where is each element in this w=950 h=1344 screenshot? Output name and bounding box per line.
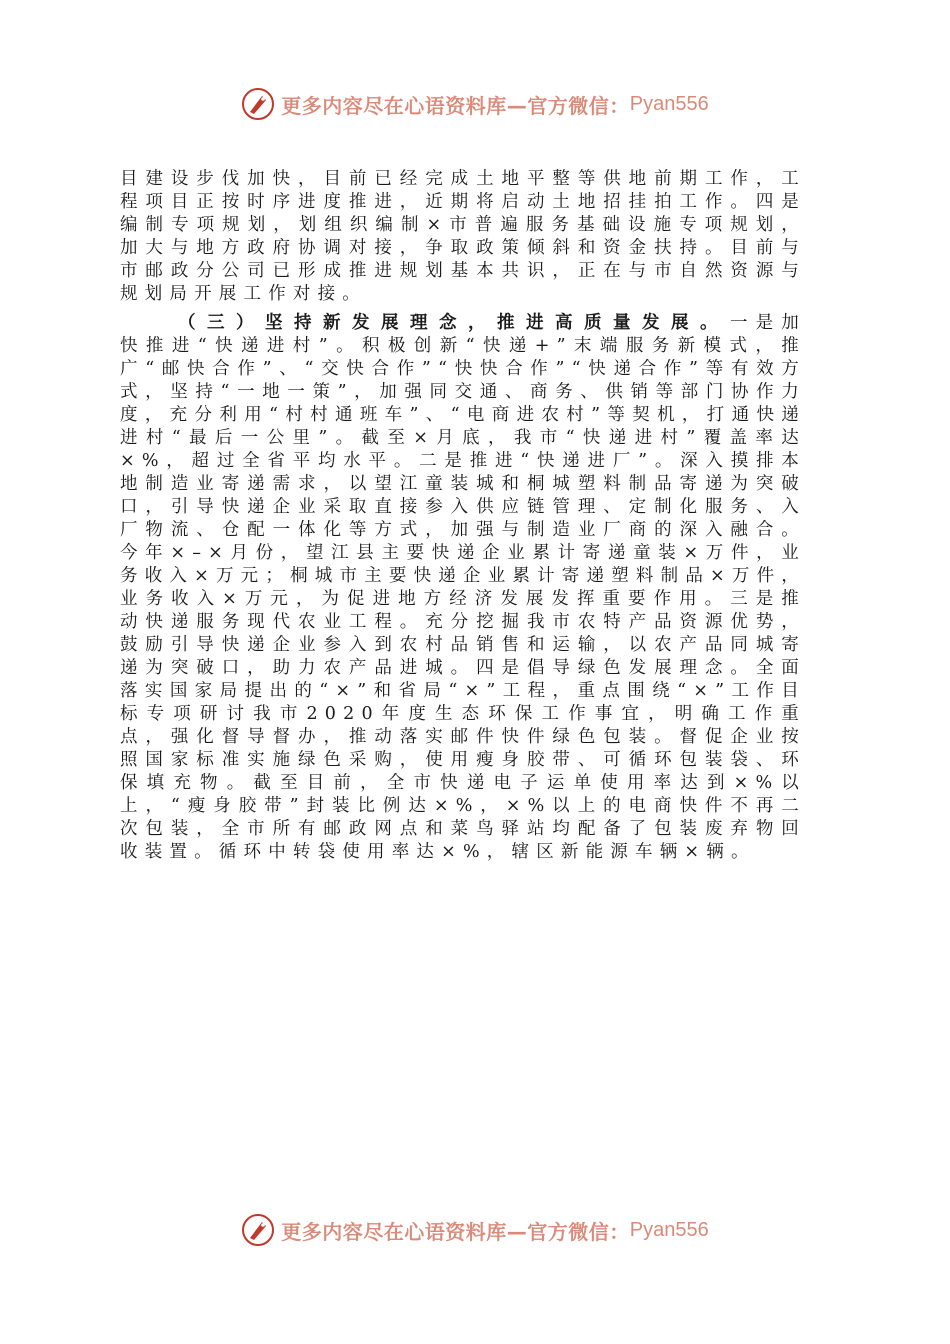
paragraph-1: 目建设步伐加快，目前已经完成土地平整等供地前期工作，工程项目正按时序进度推进，近期将启动土地招挂拍工作。四是编制专项规划，划组织编制×市普遍服务基础设施专项规划，加大与地方政府协调对接，争取政策倾斜和资金扶持。目前与市邮政分公司已形成推进规划基本共识，正在与市自然资源与规划局开展工作对接。 — [120, 169, 806, 304]
paragraph-2-text: 一是加快推进“快递进村”。积极创新“快递+”末端服务新模式，推广“邮快合作”、“交快合作”“快快合作”“快递合作”等有效方式，坚持“一地一策”，加强同交通、商务、供销等部门协作力度，充分利用“村村通班车”、“电商进农村”等契机，打通快递进村“最后一公里”。截至×月底，我市“快递进村”覆盖率达×%，超过全省平均水平。二是推进“快递进厂”。深入摸排本地制造业寄递需求，以望江童装城和桐城塑料制品寄递为突破口，引导快递企业采取直接参入供应链管理、定制化服务、入厂物流、仓配一体化等方式，加强与制造业厂商的深入融合。今年×–×月份，望江县主要快递企业累计寄递童装×万件，业务收入×万元；桐城市主要快递企业累计寄递塑料制品×万件，业务收入×万元，为促进地方经济发展发挥重要作用。三是推动快递服务现代农业工程。充分挖掘我市农特产品资源优势，鼓励引导快递企业参入到农村品销售和运输，以农产品同城寄递为突破口，助力农产品进城。四是倡导绿色发展理念。全面落实国家局提出的“×”和省局“×”工程，重点围绕“×”工作目标专项研讨我市2020年度生态环保工作事宜，明确工作重点，强化督导督办，推动落实邮件快件绿色包装。督促企业按照国家标准实施绿色采购，使用瘦身胶带、可循环包装袋、环保填充物。截至目前，全市快递电子运单使用率达到×%以上，“瘦身胶带”封装比例达×%，×%以上的电商快件不再二次包装，全市所有邮政网点和菜鸟驿站均配备了包装废弃物回收装置。循环中转袋使用率达×%，辖区新能源车辆×辆。 — [120, 313, 806, 862]
watermark-header — [0, 82, 950, 126]
watermark-text: 更多内容尽在心语资料库—官方微信： — [281, 93, 630, 118]
pen-nib-logo-icon — [241, 87, 275, 121]
section-heading: （三）坚持新发展理念，推进高质量发展。 — [178, 313, 729, 333]
pen-nib-logo-icon — [241, 1213, 275, 1247]
paragraph-2 — [120, 312, 806, 864]
watermark-footer — [0, 1208, 950, 1252]
watermark-text: 更多内容尽在心语资料库—官方微信： — [281, 1219, 630, 1244]
document-body — [120, 168, 806, 864]
watermark-wechat-id: Pyan556 — [629, 92, 709, 115]
watermark-wechat-id: Pyan556 — [629, 1218, 709, 1241]
